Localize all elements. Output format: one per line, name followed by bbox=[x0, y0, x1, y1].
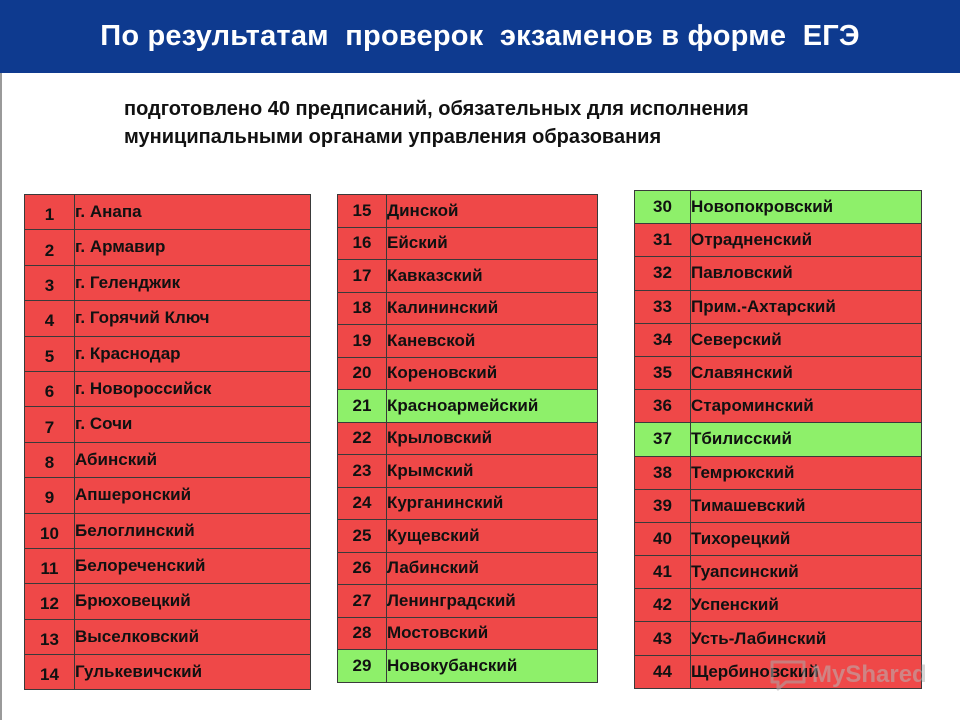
district-name: Щербиновский bbox=[691, 655, 922, 688]
district-name: Староминский bbox=[691, 390, 922, 423]
row-number: 36 bbox=[635, 390, 691, 423]
table-row bbox=[338, 195, 598, 228]
table-row bbox=[635, 191, 922, 224]
district-name: Белоглинский bbox=[75, 513, 311, 548]
table-row bbox=[635, 356, 922, 389]
district-name: Мостовский bbox=[387, 617, 598, 650]
subtitle-line-1: подготовлено 40 предписаний, обязательных для исполнения bbox=[124, 98, 749, 120]
district-name: Гулькевичский bbox=[75, 655, 311, 690]
row-number: 17 bbox=[338, 260, 387, 293]
row-number: 7 bbox=[25, 407, 75, 442]
table-row bbox=[635, 224, 922, 257]
row-number: 23 bbox=[338, 455, 387, 488]
district-name: Северский bbox=[691, 323, 922, 356]
table-row bbox=[25, 265, 311, 300]
table-row bbox=[25, 513, 311, 548]
district-name: Кореновский bbox=[387, 357, 598, 390]
table-row bbox=[635, 522, 922, 555]
district-name: г. Геленджик bbox=[75, 265, 311, 300]
table-row bbox=[25, 301, 311, 336]
district-name: Успенский bbox=[691, 589, 922, 622]
district-name: Туапсинский bbox=[691, 556, 922, 589]
watermark bbox=[768, 658, 927, 692]
row-number: 26 bbox=[338, 552, 387, 585]
district-name: г. Армавир bbox=[75, 230, 311, 265]
district-name: Кущевский bbox=[387, 520, 598, 553]
district-name: Кавказский bbox=[387, 260, 598, 293]
district-name: Крыловский bbox=[387, 422, 598, 455]
district-name: Красноармейский bbox=[387, 390, 598, 423]
row-number: 35 bbox=[635, 356, 691, 389]
table-row bbox=[25, 584, 311, 619]
left-divider bbox=[0, 73, 2, 720]
watermark-text: MyShared bbox=[812, 661, 927, 688]
row-number: 33 bbox=[635, 290, 691, 323]
district-name: Абинский bbox=[75, 442, 311, 477]
district-name: Тихорецкий bbox=[691, 522, 922, 555]
district-name: Прим.-Ахтарский bbox=[691, 290, 922, 323]
district-name: г. Новороссийск bbox=[75, 371, 311, 406]
district-name: Славянский bbox=[691, 356, 922, 389]
district-name: г. Горячий Ключ bbox=[75, 301, 311, 336]
row-number: 13 bbox=[25, 619, 75, 654]
table-row bbox=[338, 292, 598, 325]
row-number: 42 bbox=[635, 589, 691, 622]
table-row bbox=[338, 390, 598, 423]
table-row bbox=[338, 227, 598, 260]
row-number: 9 bbox=[25, 478, 75, 513]
row-number: 15 bbox=[338, 195, 387, 228]
row-number: 44 bbox=[635, 655, 691, 688]
districts-table-1 bbox=[24, 194, 311, 690]
district-name: Брюховецкий bbox=[75, 584, 311, 619]
table-row bbox=[338, 520, 598, 553]
table-row bbox=[635, 257, 922, 290]
table-row bbox=[25, 655, 311, 690]
district-name: Курганинский bbox=[387, 487, 598, 520]
district-name: Новокубанский bbox=[387, 650, 598, 683]
row-number: 37 bbox=[635, 423, 691, 456]
row-number: 21 bbox=[338, 390, 387, 423]
district-name: Лабинский bbox=[387, 552, 598, 585]
table-row bbox=[635, 456, 922, 489]
row-number: 31 bbox=[635, 224, 691, 257]
districts-table-3 bbox=[634, 190, 922, 689]
row-number: 12 bbox=[25, 584, 75, 619]
table-row bbox=[338, 552, 598, 585]
table-row bbox=[635, 589, 922, 622]
row-number: 32 bbox=[635, 257, 691, 290]
district-name: Усть-Лабинский bbox=[691, 622, 922, 655]
row-number: 30 bbox=[635, 191, 691, 224]
district-name: Новопокровский bbox=[691, 191, 922, 224]
table-row bbox=[25, 336, 311, 371]
district-name: Темрюкский bbox=[691, 456, 922, 489]
row-number: 34 bbox=[635, 323, 691, 356]
table-row bbox=[25, 407, 311, 442]
row-number: 14 bbox=[25, 655, 75, 690]
row-number: 18 bbox=[338, 292, 387, 325]
district-name: Апшеронский bbox=[75, 478, 311, 513]
districts-table-2 bbox=[337, 194, 598, 683]
district-name: Ейский bbox=[387, 227, 598, 260]
row-number: 29 bbox=[338, 650, 387, 683]
district-name: Динской bbox=[387, 195, 598, 228]
table-row bbox=[25, 195, 311, 230]
district-name: Крымский bbox=[387, 455, 598, 488]
row-number: 8 bbox=[25, 442, 75, 477]
table-row bbox=[635, 622, 922, 655]
table-row bbox=[338, 357, 598, 390]
table-row bbox=[25, 230, 311, 265]
row-number: 1 bbox=[25, 195, 75, 230]
district-name: Белореченский bbox=[75, 548, 311, 583]
table-row bbox=[635, 390, 922, 423]
row-number: 27 bbox=[338, 585, 387, 618]
table-row bbox=[338, 617, 598, 650]
table-row bbox=[25, 619, 311, 654]
row-number: 16 bbox=[338, 227, 387, 260]
row-number: 4 bbox=[25, 301, 75, 336]
table-row bbox=[25, 442, 311, 477]
speech-bubble-icon bbox=[768, 658, 808, 692]
table-row bbox=[635, 556, 922, 589]
district-name: Ленинградский bbox=[387, 585, 598, 618]
row-number: 28 bbox=[338, 617, 387, 650]
table-row bbox=[25, 478, 311, 513]
table-row bbox=[338, 260, 598, 293]
row-number: 40 bbox=[635, 522, 691, 555]
table-row bbox=[635, 423, 922, 456]
district-name: г. Анапа bbox=[75, 195, 311, 230]
row-number: 3 bbox=[25, 265, 75, 300]
table-row bbox=[25, 371, 311, 406]
row-number: 22 bbox=[338, 422, 387, 455]
table-row bbox=[338, 422, 598, 455]
subtitle-line-2: муниципальными органами управления образования bbox=[124, 126, 662, 148]
district-name: Тбилисский bbox=[691, 423, 922, 456]
district-name: Отрадненский bbox=[691, 224, 922, 257]
district-name: Выселковский bbox=[75, 619, 311, 654]
table-row bbox=[338, 325, 598, 358]
table-row bbox=[338, 585, 598, 618]
row-number: 2 bbox=[25, 230, 75, 265]
row-number: 38 bbox=[635, 456, 691, 489]
row-number: 6 bbox=[25, 371, 75, 406]
district-name: г. Краснодар bbox=[75, 336, 311, 371]
row-number: 39 bbox=[635, 489, 691, 522]
table-row bbox=[635, 290, 922, 323]
row-number: 5 bbox=[25, 336, 75, 371]
row-number: 10 bbox=[25, 513, 75, 548]
row-number: 20 bbox=[338, 357, 387, 390]
title-banner bbox=[0, 0, 960, 73]
table-row bbox=[635, 323, 922, 356]
row-number: 25 bbox=[338, 520, 387, 553]
district-name: Павловский bbox=[691, 257, 922, 290]
page-title: По результатам проверок экзаменов в форме ЕГЭ bbox=[100, 20, 860, 52]
district-name: Калининский bbox=[387, 292, 598, 325]
district-name: г. Сочи bbox=[75, 407, 311, 442]
row-number: 43 bbox=[635, 622, 691, 655]
row-number: 24 bbox=[338, 487, 387, 520]
row-number: 41 bbox=[635, 556, 691, 589]
table-row bbox=[25, 548, 311, 583]
table-row bbox=[635, 489, 922, 522]
table-row bbox=[338, 455, 598, 488]
table-row bbox=[338, 650, 598, 683]
table-row bbox=[338, 487, 598, 520]
row-number: 19 bbox=[338, 325, 387, 358]
district-name: Тимашевский bbox=[691, 489, 922, 522]
district-name: Каневской bbox=[387, 325, 598, 358]
row-number: 11 bbox=[25, 548, 75, 583]
subtitle bbox=[124, 95, 924, 151]
